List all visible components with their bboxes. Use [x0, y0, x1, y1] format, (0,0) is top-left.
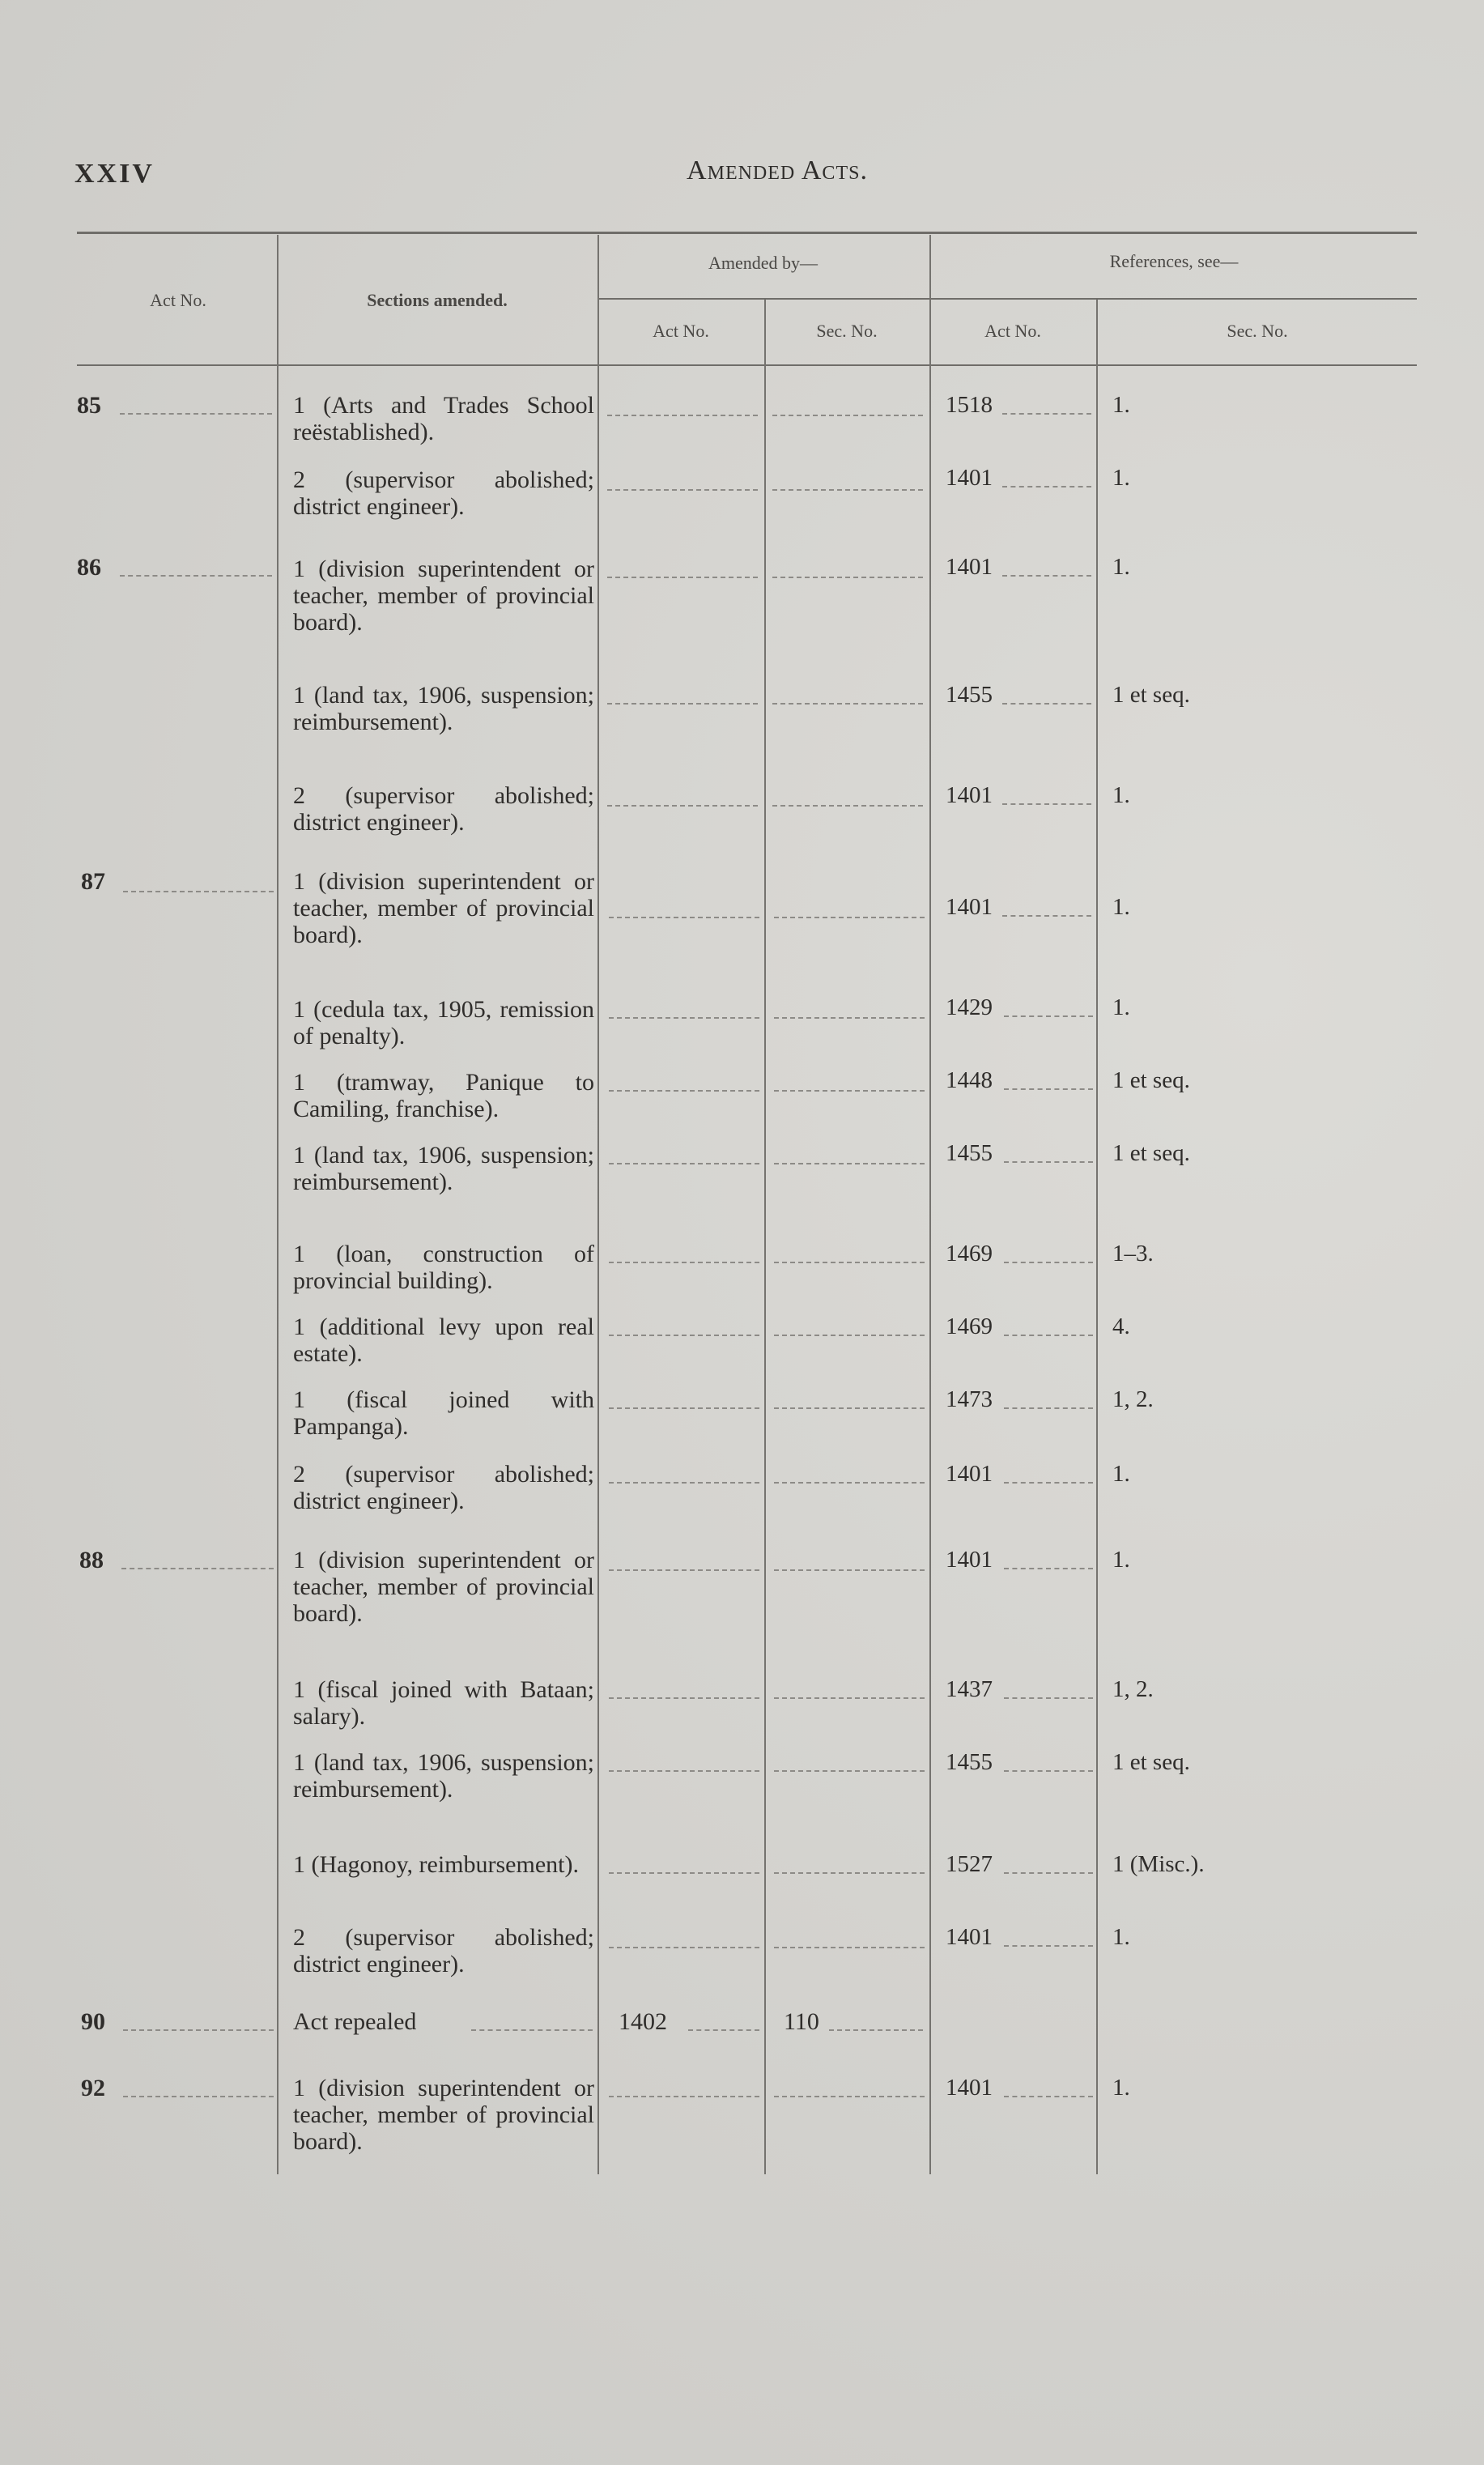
page-title: Amended Acts. — [687, 155, 868, 185]
leader-dots — [607, 489, 758, 491]
reference-section-number: 1. — [1112, 782, 1130, 808]
leader-dots — [688, 2029, 759, 2031]
reference-act-number: 1401 — [946, 1461, 993, 1487]
reference-section-number: 1, 2. — [1112, 1676, 1154, 1702]
reference-act-number: 1401 — [946, 554, 993, 580]
leader-dots — [120, 575, 272, 577]
table-top-rule — [77, 232, 1417, 234]
column-divider-3 — [764, 300, 766, 2174]
reference-section-number: 1, 2. — [1112, 1386, 1154, 1412]
column-divider-4 — [929, 235, 931, 2174]
header-ref-act-no: Act No. — [984, 321, 1041, 341]
reference-act-number: 1455 — [946, 682, 993, 708]
leader-dots — [1002, 413, 1091, 415]
section-amended: Act repealed — [293, 2008, 417, 2035]
leader-dots — [607, 703, 758, 705]
section-amended: 2 (supervisor abolished; district engineer). — [293, 466, 594, 520]
section-amended: 1 (additional levy upon real estate). — [293, 1313, 594, 1367]
reference-act-number: 1455 — [946, 1749, 993, 1775]
leader-dots — [772, 489, 923, 491]
reference-section-number: 1 (Misc.). — [1112, 1851, 1205, 1877]
reference-act-number: 1469 — [946, 1313, 993, 1339]
reference-act-number: 1455 — [946, 1140, 993, 1166]
leader-dots — [609, 1947, 759, 1948]
leader-dots — [123, 2096, 274, 2097]
reference-act-number: 1473 — [946, 1386, 993, 1412]
reference-act-number: 1401 — [946, 1924, 993, 1950]
reference-section-number: 1. — [1112, 2075, 1130, 2101]
leader-dots — [471, 2029, 593, 2031]
leader-dots — [772, 577, 923, 578]
leader-dots — [774, 1090, 925, 1092]
page-number: XXIV — [74, 159, 155, 189]
header-ref-sec-no: Sec. No. — [1227, 321, 1288, 341]
reference-section-number: 1. — [1112, 554, 1130, 580]
leader-dots — [1004, 1568, 1093, 1569]
reference-act-number: 1429 — [946, 994, 993, 1020]
leader-dots — [1004, 1770, 1093, 1772]
leader-dots — [609, 1163, 759, 1164]
leader-dots — [609, 917, 759, 918]
leader-dots — [774, 1697, 925, 1699]
leader-dots — [774, 1872, 925, 1874]
reference-act-number: 1437 — [946, 1676, 993, 1702]
header-group-rule — [597, 298, 1417, 300]
reference-section-number: 1. — [1112, 1924, 1130, 1950]
leader-dots — [1002, 915, 1091, 917]
reference-act-number: 1401 — [946, 894, 993, 920]
leader-dots — [120, 413, 272, 415]
reference-section-number: 1 et seq. — [1112, 1140, 1190, 1166]
leader-dots — [609, 1569, 759, 1571]
section-amended: 1 (land tax, 1906, suspension; reimbursement). — [293, 1749, 594, 1803]
section-amended: 1 (division superintendent or teacher, member of provincial board). — [293, 868, 594, 948]
reference-section-number: 1. — [1112, 994, 1130, 1020]
leader-dots — [1004, 1088, 1093, 1090]
header-references: References, see— — [1109, 251, 1239, 271]
leader-dots — [123, 891, 274, 892]
section-amended: 1 (Hagonoy, reimbursement). — [293, 1851, 579, 1878]
leader-dots — [1002, 803, 1091, 805]
reference-section-number: 1. — [1112, 1547, 1130, 1573]
reference-act-number: 1401 — [946, 2075, 993, 2101]
leader-dots — [1004, 1262, 1093, 1263]
reference-section-number: 1. — [1112, 1461, 1130, 1487]
leader-dots — [774, 1947, 925, 1948]
leader-dots — [774, 917, 925, 918]
leader-dots — [1004, 1872, 1093, 1874]
reference-section-number: 1 et seq. — [1112, 1067, 1190, 1093]
leader-dots — [1004, 1945, 1093, 1947]
leader-dots — [607, 415, 758, 416]
section-amended: 1 (division superintendent or teacher, member of provincial board). — [293, 556, 594, 636]
section-amended: 1 (land tax, 1906, suspension; reimbursement). — [293, 682, 594, 735]
leader-dots — [774, 1262, 925, 1263]
leader-dots — [774, 1482, 925, 1484]
leader-dots — [607, 577, 758, 578]
leader-dots — [609, 1482, 759, 1484]
act-number: 92 — [81, 2075, 105, 2101]
leader-dots — [772, 805, 923, 807]
leader-dots — [774, 1163, 925, 1164]
reference-section-number: 1. — [1112, 465, 1130, 491]
act-number: 88 — [79, 1547, 104, 1573]
leader-dots — [609, 1017, 759, 1019]
header-amended-by: Amended by— — [708, 253, 819, 273]
column-divider-2 — [597, 235, 599, 2174]
reference-section-number: 1. — [1112, 392, 1130, 418]
leader-dots — [1002, 575, 1091, 577]
reference-act-number: 1448 — [946, 1067, 993, 1093]
amended-act-number: 1402 — [619, 2008, 667, 2035]
section-amended: 1 (cedula tax, 1905, remission of penalty). — [293, 996, 594, 1049]
reference-act-number: 1518 — [946, 392, 993, 418]
section-amended: 1 (tramway, Panique to Camiling, franchise). — [293, 1069, 594, 1122]
leader-dots — [123, 2029, 274, 2031]
header-amended-sec-no: Sec. No. — [816, 321, 878, 341]
leader-dots — [609, 1770, 759, 1772]
leader-dots — [774, 1407, 925, 1409]
leader-dots — [1004, 1015, 1093, 1017]
leader-dots — [609, 2096, 759, 2097]
leader-dots — [609, 1090, 759, 1092]
section-amended: 1 (loan, construction of provincial building). — [293, 1241, 594, 1294]
leader-dots — [121, 1568, 274, 1569]
leader-dots — [1004, 1482, 1093, 1484]
leader-dots — [609, 1697, 759, 1699]
section-amended: 1 (Arts and Trades School reëstablished). — [293, 392, 594, 445]
reference-section-number: 4. — [1112, 1313, 1130, 1339]
leader-dots — [772, 415, 923, 416]
amended-section-number: 110 — [784, 2008, 819, 2035]
leader-dots — [1004, 1407, 1093, 1409]
reference-act-number: 1401 — [946, 1547, 993, 1573]
act-number: 85 — [77, 392, 101, 419]
section-amended: 1 (fiscal joined with Bataan; salary). — [293, 1676, 594, 1730]
leader-dots — [1004, 1335, 1093, 1336]
leader-dots — [1004, 1697, 1093, 1699]
act-number: 86 — [77, 554, 101, 581]
act-number: 87 — [81, 868, 105, 895]
leader-dots — [774, 1335, 925, 1336]
leader-dots — [1004, 2096, 1093, 2097]
reference-act-number: 1527 — [946, 1851, 993, 1877]
leader-dots — [609, 1407, 759, 1409]
leader-dots — [774, 2096, 925, 2097]
section-amended: 2 (supervisor abolished; district engineer). — [293, 1924, 594, 1978]
reference-act-number: 1469 — [946, 1241, 993, 1267]
leader-dots — [774, 1569, 925, 1571]
reference-section-number: 1–3. — [1112, 1241, 1154, 1267]
section-amended: 1 (fiscal joined with Pampanga). — [293, 1386, 594, 1440]
section-amended: 2 (supervisor abolished; district engineer). — [293, 1461, 594, 1514]
reference-section-number: 1 et seq. — [1112, 682, 1190, 708]
leader-dots — [607, 805, 758, 807]
section-amended: 1 (land tax, 1906, suspension; reimbursement). — [293, 1142, 594, 1195]
section-amended: 2 (supervisor abolished; district engineer). — [293, 782, 594, 836]
leader-dots — [609, 1335, 759, 1336]
act-number: 90 — [81, 2008, 105, 2035]
column-divider-5 — [1096, 300, 1098, 2174]
header-amended-act-no: Act No. — [653, 321, 709, 341]
reference-section-number: 1 et seq. — [1112, 1749, 1190, 1775]
leader-dots — [1004, 1161, 1093, 1163]
section-amended: 1 (division superintendent or teacher, member of provincial board). — [293, 2075, 594, 2155]
leader-dots — [829, 2029, 923, 2031]
leader-dots — [774, 1017, 925, 1019]
reference-section-number: 1. — [1112, 894, 1130, 920]
section-amended: 1 (division superintendent or teacher, member of provincial board). — [293, 1547, 594, 1627]
column-divider-1 — [277, 235, 279, 2174]
leader-dots — [609, 1872, 759, 1874]
leader-dots — [1002, 703, 1091, 705]
reference-act-number: 1401 — [946, 782, 993, 808]
leader-dots — [609, 1262, 759, 1263]
header-act-no: Act No. — [150, 290, 206, 310]
reference-act-number: 1401 — [946, 465, 993, 491]
header-sections-amended: Sections amended. — [367, 290, 508, 310]
leader-dots — [1002, 486, 1091, 487]
leader-dots — [774, 1770, 925, 1772]
leader-dots — [772, 703, 923, 705]
